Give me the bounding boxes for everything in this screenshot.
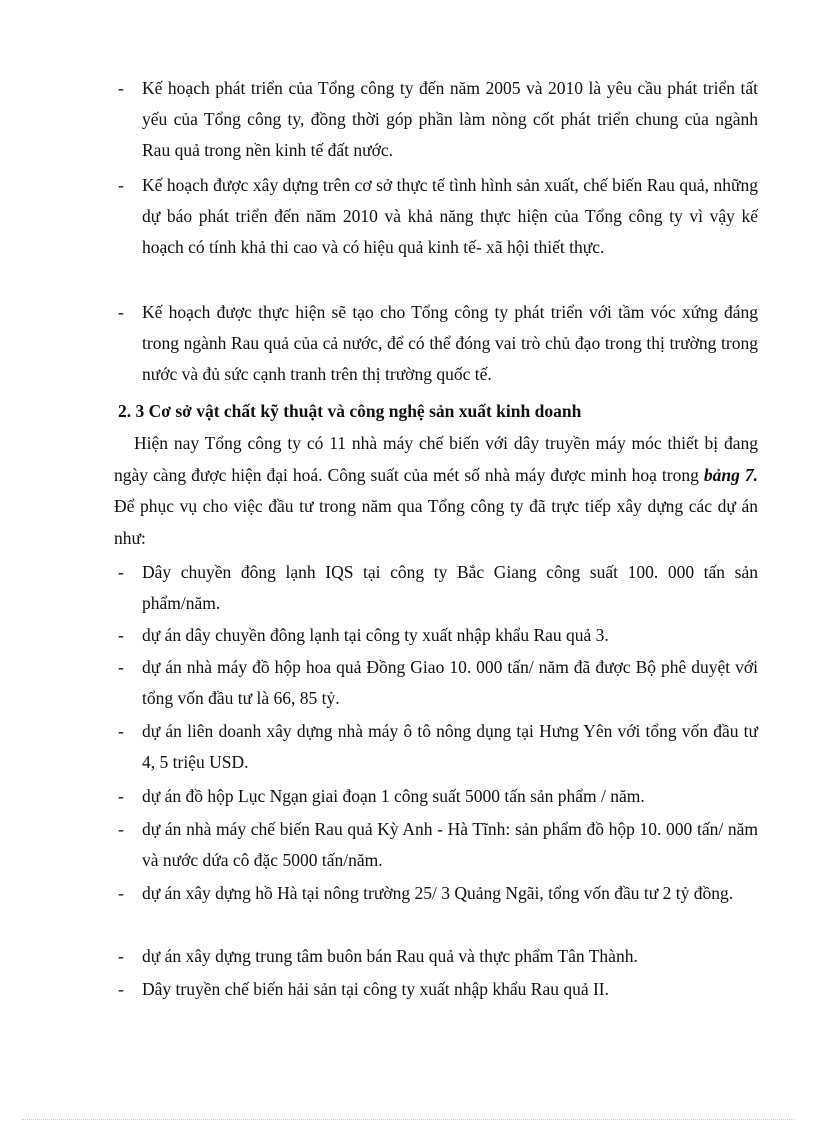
bullet-marker: - [118,78,124,98]
bullet-text: dự án xây dựng trung tâm buôn bán Rau quả và thực phẩm Tân Thành. [142,946,638,966]
list-item [118,974,758,1005]
bullet-marker: - [118,302,124,322]
bullet-marker: - [118,721,124,741]
section-heading: 2. 3 Cơ sở vật chất kỹ thuật và công nghệ sản xuất kinh doanh [118,401,582,421]
list-item [118,878,758,909]
bullet-text: Kế hoạch được xây dựng trên cơ sở thực tế tình hình sản xuất, chế biến Rau quả, những dự báo phát triển đến năm 2010 và khả năng thực hiện của Tổng công ty vì vậy kế hoạch có tính khả thi cao và có hiệu quả kinh tế- xã hội thiết thực. [142,175,758,257]
bullet-marker: - [118,562,124,582]
bullet-text: Kế hoạch được thực hiện sẽ tạo cho Tổng công ty phát triển với tầm vóc xứng đáng trong ngành Rau quả của cả nước, để có thể đóng vai trò chủ đạo trong thị trường trong nước và đủ sức cạnh tranh trên thị trường quốc tế. [142,302,758,384]
bullet-text: dự án dây chuyền đông lạnh tại công ty xuất nhập khẩu Rau quả 3. [142,625,609,645]
bullet-marker: - [118,657,124,677]
bullet-text: dự án xây dựng hồ Hà tại nông trường 25/ 3 Quảng Ngãi, tổng vốn đầu tư 2 tỷ đồng. [142,883,734,903]
bullet-marker: - [118,883,124,903]
bullet-marker: - [118,946,124,966]
list-item [118,781,758,812]
bullet-text: dự án nhà máy đồ hộp hoa quả Đồng Giao 10. 000 tấn/ năm đã được Bộ phê duyệt với tổng vốn đầu tư là 66, 85 tỷ. [142,657,758,708]
bullet-marker: - [118,175,124,195]
list-item [118,297,758,390]
bullet-text: Kế hoạch phát triển của Tổng công ty đến năm 2005 và 2010 là yêu cầu phát triển tất yếu của Tổng công ty, đồng thời góp phần làm nòng cốt phát triển chung của ngành Rau quả trong nền kinh tế đất nước. [142,78,758,160]
bullet-text: dự án đồ hộp Lục Ngạn giai đoạn 1 công suất 5000 tấn sản phẩm / năm. [142,786,645,806]
table-reference: bảng 7. [703,464,759,485]
bullet-text: Dây truyền chế biến hải sản tại công ty xuất nhập khẩu Rau quả II. [142,979,610,999]
intro-text-part2: Để phục vụ cho việc đầu tư trong năm qua Tổng công ty đã trực tiếp xây dựng các dự án như: [114,496,758,548]
intro-paragraph [114,428,758,554]
bullet-text: dự án nhà máy chế biến Rau quả Kỳ Anh - Hà Tĩnh: sản phẩm đồ hộp 10. 000 tấn/ năm và nước dứa cô đặc 5000 tấn/năm. [142,819,758,870]
bullet-text: Dây chuyền đông lạnh IQS tại công ty Bắc Giang công suất 100. 000 tấn sản phẩm/năm. [142,562,758,613]
bullet-marker: - [118,979,124,999]
list-item [118,73,758,166]
list-item [118,620,758,651]
list-item [118,170,758,263]
page-bottom-divider [22,1119,794,1120]
bullet-marker: - [118,625,124,645]
bullet-text: dự án liên doanh xây dựng nhà máy ô tô nông dụng tại Hưng Yên với tổng vốn đầu tư 4, 5 triệu USD. [142,721,758,772]
list-item [118,814,758,876]
list-item [118,557,758,619]
bullet-marker: - [118,819,124,839]
list-item [118,716,758,778]
list-item [118,941,758,972]
intro-text-part1: Hiện nay Tổng công ty có 11 nhà máy chế biến với dây truyền máy móc thiết bị đang ngày càng được hiện đại hoá. Công suất của mét số nhà máy được minh hoạ trong [114,433,758,485]
list-item [118,652,758,714]
bullet-marker: - [118,786,124,806]
